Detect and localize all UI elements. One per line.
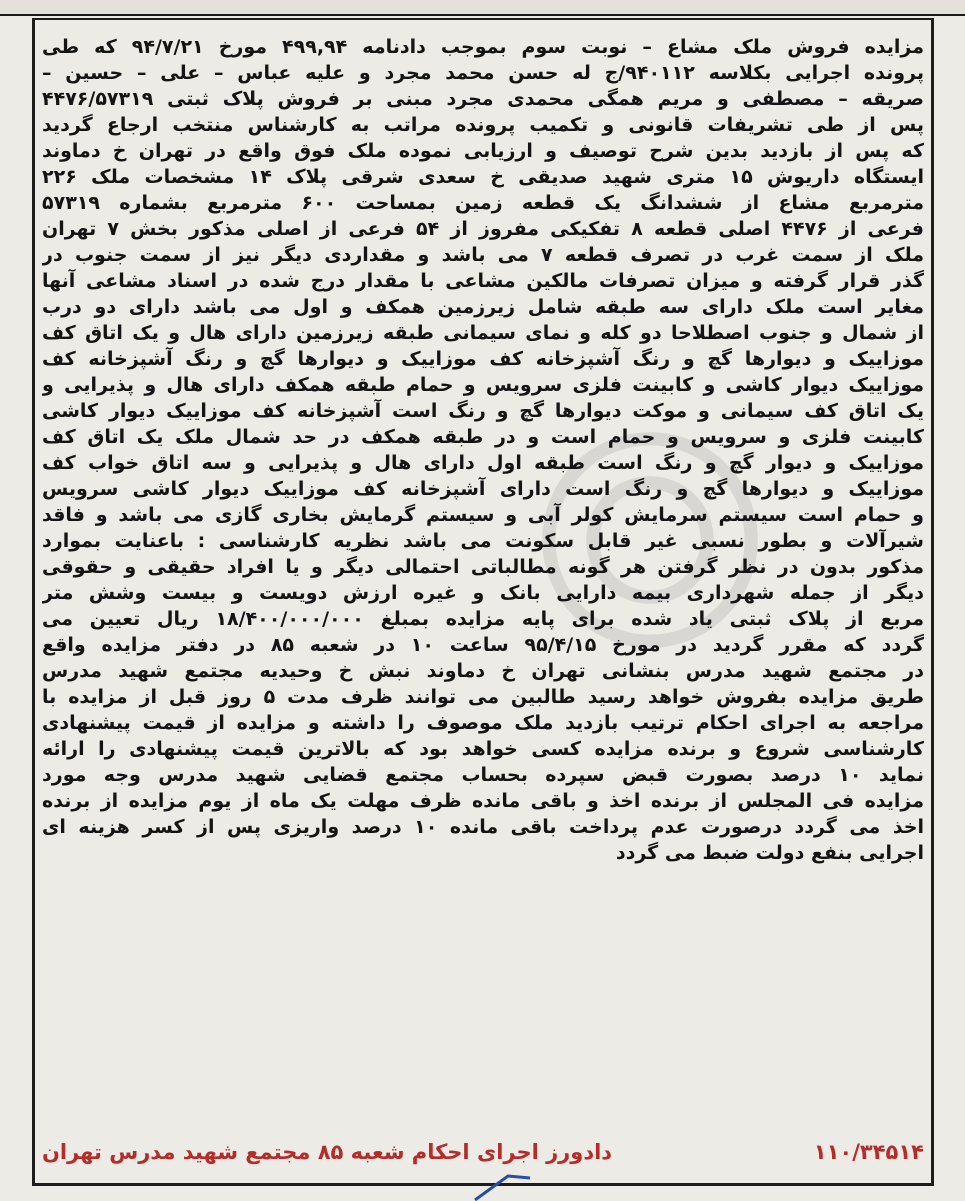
top-strip <box>0 0 965 16</box>
notice-line: شیرآلات و بطور نسبی غیر قابل سکونت می باشد نظریه کارشناسی : باعنایت بموارد <box>42 530 924 552</box>
notice-line: فرعی از ۴۴۷۶ اصلی قطعه ۸ تفکیکی مفروز از ۵۴ فرعی از اصلی مذکور بخش ۷ تهران <box>42 218 924 240</box>
notice-line: مترمربع مشاع از ششدانگ یک قطعه زمین بمساحت ۶۰۰ مترمربع بشماره ۵۷۳۱۹ <box>42 192 924 214</box>
notice-line: که پس از بازدید بدین شرح توصیف و ارزیابی نموده ملک فوق واقع در تهران خ دماوند <box>42 140 924 162</box>
issuer-signature: دادورز اجرای احکام شعبه ۸۵ مجتمع شهید مدرس تهران <box>42 1140 613 1164</box>
notice-line: کارشناسی شروع و برنده مزایده کسی خواهد بود که بالاترین قیمت پیشنهادی را ارائه <box>42 738 924 760</box>
notice-line: موزاییک و دیوارها گچ و رنگ آشپزخانه کف موزاییک و دیوارها گچ و رنگ آشپزخانه کف <box>42 348 924 370</box>
notice-line: ملک از سمت غرب در تصرف قطعه ۷ می باشد و مقداردی دیگر نیز از سمت جنوب در <box>42 244 924 266</box>
notice-line: پرونده اجرایی بکلاسه ۹۴۰۱۱۲/ج له حسن محمد مجرد و علیه عباس – علی – حسین – <box>42 62 924 84</box>
notice-line: از شمال و جنوب اصطلاحا دو کله و نمای سیمانی طبقه زیرزمین دارای هال و یک اتاق کف <box>42 322 924 344</box>
notice-line: مغایر است ملک دارای سه طبقه شامل زیرزمین همکف و اول می باشد دارای دو درب <box>42 296 924 318</box>
notice-line: مزایده فروش ملک مشاع – نوبت سوم بموجب دادنامه ۴۹۹,۹۴ مورخ ۹۴/۷/۲۱ که طی <box>42 36 924 58</box>
notice-line: اخذ می گردد درصورت عدم پرداخت باقی مانده ۱۰ درصد واریزی پس از کسر هزینه ای <box>42 816 924 838</box>
notice-line: یک اتاق کف سیمانی و موکت دیوارها گچ و رنگ است آشپزخانه کف موزاییک دیوار کاشی <box>42 400 924 422</box>
notice-line: پس از طی تشریفات قانونی و تکمیب پرونده مراتب به کارشناس منتخب ارجاع گردید <box>42 114 924 136</box>
notice-line: مراجعه به اجرای احکام ترتیب بازدید ملک موصوف را داشته و مزایده از قیمت پیشنهادی <box>42 712 924 734</box>
notice-line: طریق مزایده بفروش خواهد رسید طالبین می توانند ظرف مدت ۵ روز قبل از مزایده با <box>42 686 924 708</box>
notice-line: دیگر از جمله شهرداری بیمه دارایی بانک و غیره ارزش دویست و بیست وشش متر <box>42 582 924 604</box>
notice-line: نماید ۱۰ درصد بصورت قبض سپرده بحساب مجتمع قضایی شهید مدرس وجه مورد <box>42 764 924 786</box>
notice-body <box>42 34 924 866</box>
pen-mark <box>470 1172 550 1201</box>
notice-line: صریقه – مصطفی و مریم همگی محمدی مجرد مبنی بر فروش پلاک ثبتی ۴۴۷۶/۵۷۳۱۹ <box>42 88 924 110</box>
notice-line: موزاییک و دیوارها گچ و رنگ است دارای آشپزخانه کف موزاییک دیوار کاشی سرویس <box>42 478 924 500</box>
notice-footer <box>42 1138 924 1170</box>
notice-line: در مجتمع شهید مدرس بنشانی تهران خ دماوند نبش خ وحیدیه مجتمع شهید مدرس <box>42 660 924 682</box>
notice-line: موزاییک و دیوار گچ و رنگ است طبقه اول دارای هال و پذیرایی و سه اتاق خواب کف <box>42 452 924 474</box>
notice-line: اجرایی بنفع دولت ضبط می گردد <box>615 842 924 864</box>
notice-line: و حمام است سیستم سرمایش کولر آبی و سیستم گرمایش بخاری گازی می باشد و فاقد <box>42 504 924 526</box>
notice-line: موزاییک دیوار کاشی و کابینت فلزی سرویس و حمام طبقه همکف دارای هال و پذیرایی و <box>42 374 924 396</box>
notice-number: ۱۱۰/۳۴۵۱۴ <box>813 1140 924 1164</box>
notice-line: ایستگاه داریوش ۱۵ متری شهید صدیقی خ سعدی شرقی پلاک ۱۴ مشخصات ملک ۲۲۶ <box>42 166 924 188</box>
notice-line: گردد که مقرر گردید در مورخ ۹۵/۴/۱۵ ساعت ۱۰ در شعبه ۸۵ در دفتر مزایده واقع <box>42 634 924 656</box>
notice-line: مزایده فی المجلس از برنده اخذ و باقی مانده ظرف مهلت یک ماه از یوم مزایده از برنده <box>42 790 924 812</box>
notice-line: مربع از پلاک ثبتی یاد شده برای پایه مزایده بمبلغ ۱۸/۴۰۰/۰۰۰/۰۰۰ ریال تعیین می <box>42 608 924 630</box>
notice-line: گذر قرار گرفته و میزان تصرفات مالکین مشاعی با مقدار درج شده در اسناد مشاعی آنها <box>42 270 924 292</box>
notice-line: کابینت فلزی و سرویس و حمام است و در طبقه همکف در حد شمال ملک یک اتاق کف <box>42 426 924 448</box>
notice-line: مذکور بدون در نظر گرفتن هر گونه مطالباتی احتمالی دیگر و یا افراد حقیقی و حقوقی <box>42 556 924 578</box>
